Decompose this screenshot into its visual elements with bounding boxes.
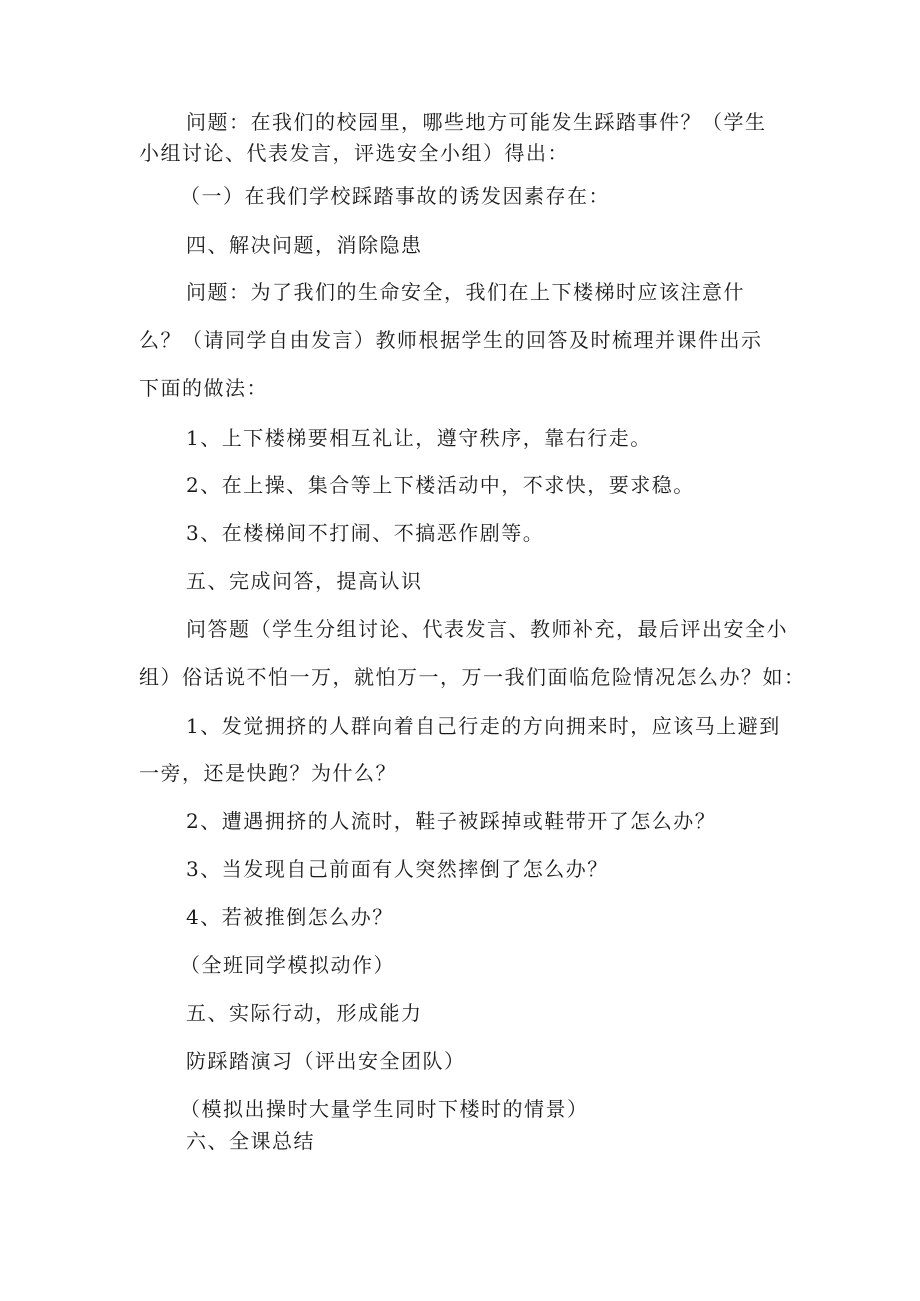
paragraph-line: 问题：在我们的校园里，哪些地方可能发生踩踏事件？（学生 [186,110,767,134]
paragraph-line: 问答题（学生分组讨论、代表发言、教师补充，最后评出安全小 [186,617,788,641]
section-subheading: （一）在我们学校踩踏事故的诱发因素存在： [180,184,610,208]
section-heading: 四、解决问题，消除隐患 [186,233,423,257]
list-item-continuation: 一旁，还是快跑？为什么？ [139,761,397,785]
section-heading: 五、完成问答，提高认识 [186,569,423,593]
parenthetical-note: （全班同学模拟动作） [180,953,395,977]
list-item: 2、在上操、集合等上下楼活动中，不求快，要求稳。 [186,473,695,497]
section-heading: 六、全课总结 [186,1129,315,1153]
section-heading: 五、实际行动，形成能力 [186,1001,423,1025]
paragraph-line: 问题：为了我们的生命安全，我们在上下楼梯时应该注意什 [186,280,745,304]
list-item: 1、上下楼梯要相互礼让，遵守秩序，靠右行走。 [186,426,652,450]
list-item: 2、遭遇拥挤的人流时，鞋子被踩掉或鞋带开了怎么办？ [186,809,717,833]
paragraph-line: 么？（请同学自由发言）教师根据学生的回答及时梳理并课件出示 [139,328,763,352]
list-item: 4、若被推倒怎么办？ [186,905,394,929]
list-item: 3、当发现自己前面有人突然摔倒了怎么办？ [186,857,609,881]
paragraph-line: 下面的做法： [139,376,268,400]
paragraph-line: 组）俗话说不怕一万，就怕万一，万一我们面临危险情况怎么办？如： [139,665,806,689]
paragraph-line: 防踩踏演习（评出安全团队） [186,1049,466,1073]
list-item: 1、发觉拥挤的人群向着自己行走的方向拥来时，应该马上避到 [186,714,781,738]
list-item: 3、在楼梯间不打闹、不搞恶作剧等。 [186,521,545,545]
paragraph-line: 小组讨论、代表发言，评选安全小组）得出： [139,141,569,165]
parenthetical-note: （模拟出操时大量学生同时下楼时的情景） [180,1097,589,1121]
